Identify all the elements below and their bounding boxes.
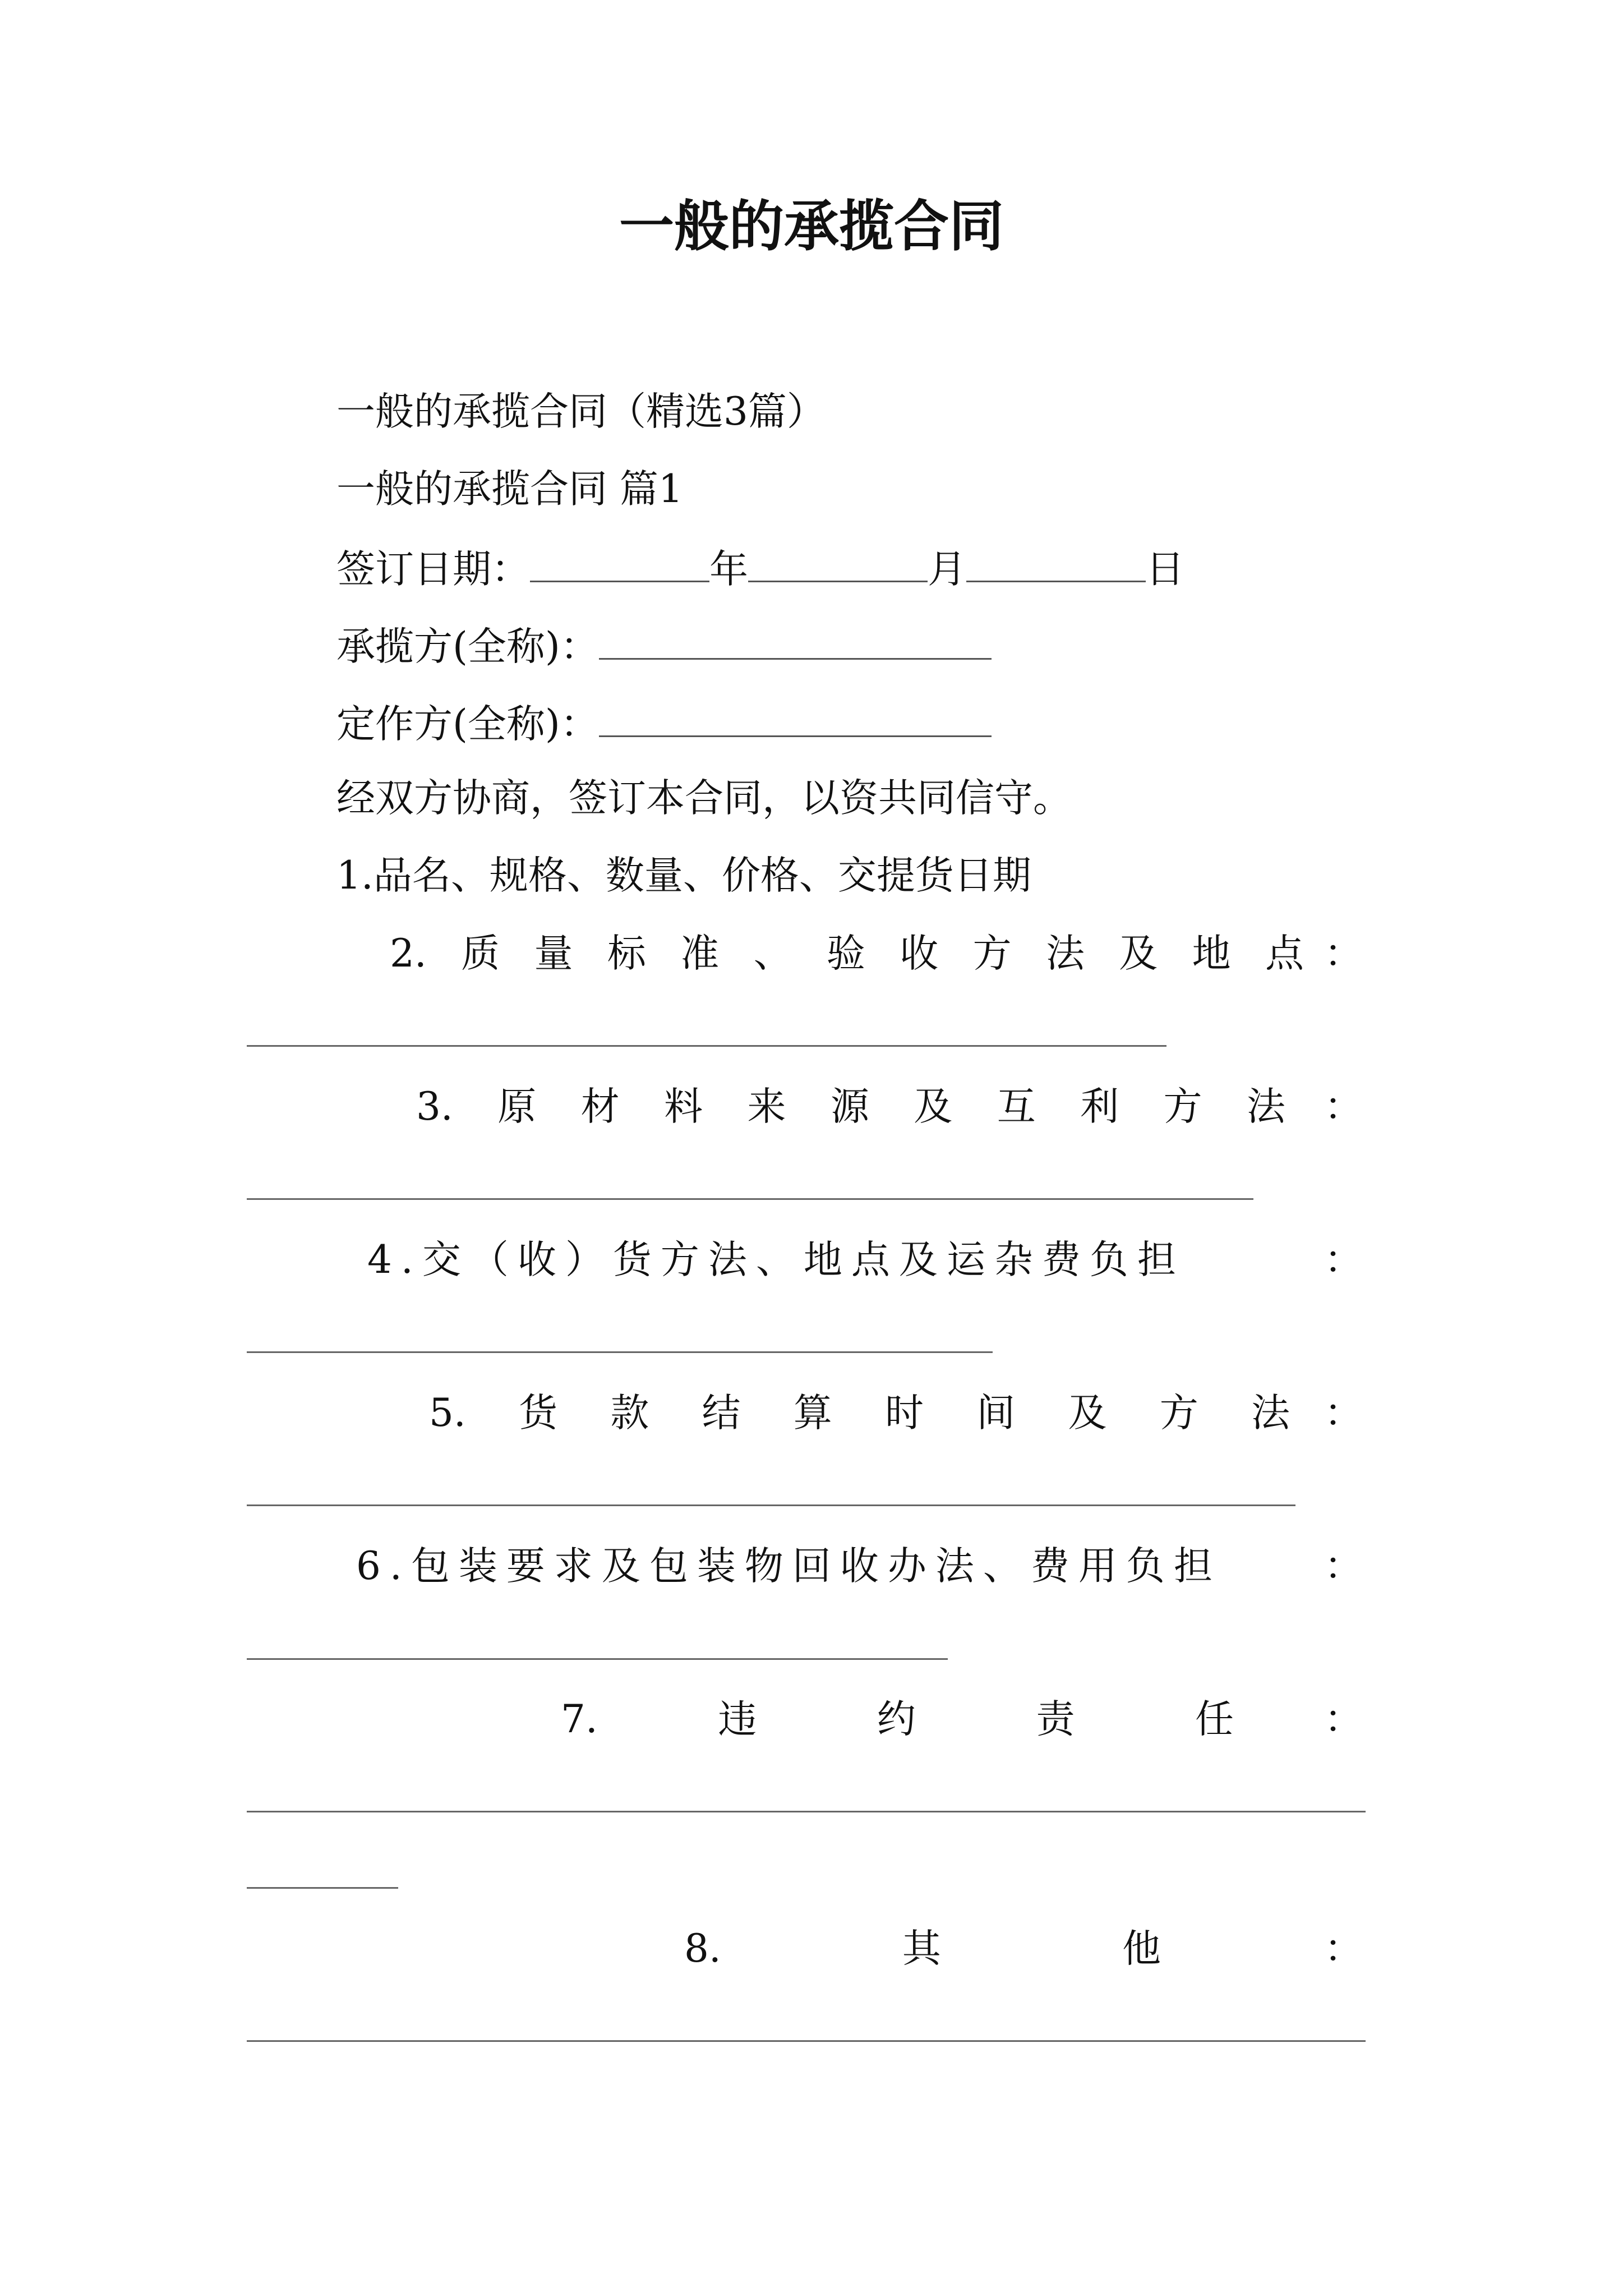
item-8-label: 8. 其 他 [684,1926,1161,1971]
item-4-blank-line[interactable] [247,1351,993,1353]
orderer-label: 定作方(全称)： [336,702,599,747]
item-7-colon: ： [1324,1697,1363,1742]
contractor-line [336,624,992,669]
item-5-label: 5. 货 款 结 算 时 间 及 方 法 [429,1391,1290,1435]
item-1: 1.品名、规格、数量、价格、交提货日期 [336,853,1031,898]
orderer-blank[interactable] [599,702,992,737]
contractor-blank[interactable] [599,624,992,660]
item-7-label: 7. 违 约 责 任 [561,1697,1234,1742]
item-3-colon: ： [1324,1084,1363,1129]
item-6-colon: ： [1324,1544,1363,1589]
orderer-line [336,702,992,747]
item-2-label: 2. 质 量 标 准 、 验 收 方 法 及 地 点 [390,931,1304,976]
sign-date-line [336,547,1184,592]
month-blank[interactable] [748,547,928,582]
item-3-label: 3. 原 材 料 来 源 及 互 利 方 法 [416,1084,1285,1129]
document-title: 一般的承揽合同 [619,194,1004,259]
item-5-colon: ： [1324,1391,1363,1435]
year-label: 年 [709,547,748,592]
item-2-colon: ： [1324,931,1363,976]
contractor-label: 承揽方(全称)： [336,624,599,669]
day-label: 日 [1146,547,1184,592]
item-8-colon: ： [1324,1926,1363,1971]
item-4-colon: ： [1324,1237,1363,1282]
item-3-blank-line[interactable] [247,1198,1253,1200]
item-8-blank-line[interactable] [247,2040,1366,2042]
item-7-blank-line[interactable] [247,1811,1366,1812]
item-2-blank-line[interactable] [247,1045,1166,1047]
intro-text: 经双方协商，签订本合同，以资共同信守。 [336,776,1072,821]
subtitle: 一般的承揽合同（精选3篇） [336,389,826,434]
item-4-label: 4.交（收）货方法、地点及运杂费负担 [367,1237,1185,1282]
sign-date-label: 签订日期： [336,547,530,592]
item-6-label: 6.包装要求及包装物回收办法、费用负担 [356,1544,1221,1589]
item-6-blank-line[interactable] [247,1658,948,1660]
part-heading: 一般的承揽合同 篇1 [336,467,683,512]
item-7-blank-line-2[interactable] [247,1887,398,1889]
item-5-blank-line[interactable] [247,1504,1295,1506]
year-blank[interactable] [530,547,709,582]
month-label: 月 [928,547,966,592]
day-blank[interactable] [966,547,1146,582]
